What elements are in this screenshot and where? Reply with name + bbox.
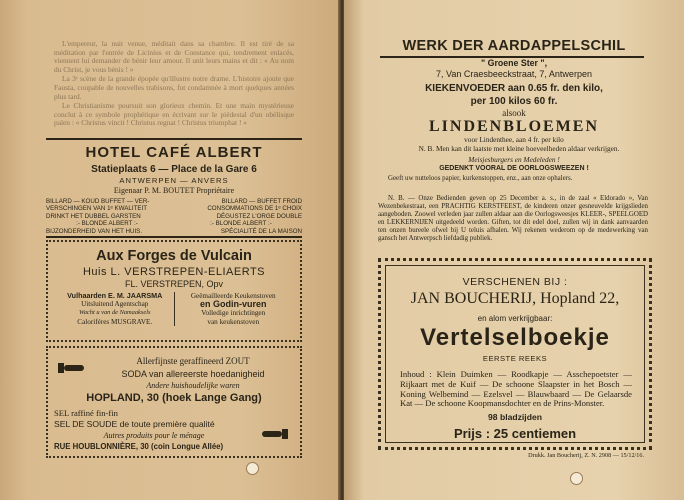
hotel-owner: Eigenaar P. M. BOUTET Propriétaire (113, 186, 235, 195)
pointing-hand-left-icon (262, 428, 288, 440)
vulcain-right-column (175, 292, 293, 326)
vulcain-line: Vulhaarden E. M. JAARSMA (67, 291, 163, 300)
hotel-top-rule (46, 138, 302, 140)
zout-line: RUE HOUBLONNIÈRE, 30 (coin Longue Allée) (54, 442, 224, 451)
vulcain-left-column (56, 292, 175, 326)
vulcain-line: van keukenstoven (207, 317, 260, 326)
werk-kiekenvoeder: KIEKENVOEDER aan 0.65 fr. den kilo, (425, 83, 603, 94)
boekje-reeks: EERSTE REEKS (482, 354, 548, 363)
vulcain-owner: FL. VERSTREPEN, Opv (124, 279, 224, 289)
boekje-inner-frame (385, 265, 645, 443)
vulcain-line: en Godin-vuren (199, 299, 267, 310)
hotel-right-column (180, 198, 302, 235)
zout-line: SEL DE SOUDE de toute première qualité (54, 419, 215, 429)
story-paragraph: L'empereur, la nuit venue, méditait dans sa chambre. Il est tiré de sa méditation par l'entrée de Licinius et de Constance qui, tendrement enlacés, viennent lui demander de bénir leur amour. Il unit leurs mains et dit : « Au nom du Christ, je vous bénis ! » (54, 39, 294, 74)
hotel-line: SPÉCIALITÉ DE LA MAISON (220, 227, 302, 235)
hotel-line: :- BLONDE ALBERT :- (76, 220, 138, 228)
vertelselboekje-ad (378, 258, 652, 450)
hotel-bottom-rule (46, 236, 302, 238)
hotel-line: :- BLONDE ALBERT :- (210, 220, 272, 228)
hotel-title: HOTEL CAFÉ ALBERT (85, 144, 263, 161)
hotel-line: BILLARD — KOUD BUFFET — VER- (46, 198, 150, 205)
zout-line: SEL raffiné fin-fin (54, 408, 118, 418)
werk-note: N. B. Men kan dit laatste met kleine hoeveelheden aldaar verkrijgen. (418, 144, 620, 153)
binding-hole (570, 472, 583, 485)
hotel-left-column (46, 198, 168, 235)
boekje-price: Prijs : 25 centiemen (453, 426, 577, 441)
werk-kerstfeest-notice (378, 195, 648, 243)
lindenthee-price: voor Lindenthee, aan 4 fr. per kilo (464, 135, 564, 144)
lindenbloemen-title: LINDENBLOEMEN (428, 118, 600, 135)
werk-per-100-kilos: per 100 kilos 60 fr. (470, 96, 558, 107)
boekje-verschenen: VERSCHENEN BIJ : (462, 276, 568, 288)
hotel-line: BIJZONDERHEID VAN HET HUIS. (46, 227, 143, 235)
story-paragraph: La 3ᵉ scène de la grande épopée qu'illustre notre drame. L'histoire ajoute que Fausta, coupable de nouvelles trahisons, fut condamnée à mort quelques années plus tard. (54, 74, 294, 101)
pointing-hand-right-icon (58, 362, 84, 374)
hotel-city: ANTWERPEN — ANVERS (119, 176, 229, 185)
zout-line: HOPLAND, 30 (hoek Lange Gang) (86, 392, 262, 404)
werk-title: WERK DER AARDAPPELSCHIL (402, 38, 626, 54)
vulcain-title: Aux Forges de Vulcain (96, 248, 252, 264)
printer-imprint: Drukk. Jan Boucherij, Z. N. 2908 — 15/12/16. (528, 452, 644, 459)
zout-line: Autres produits pour le ménage (103, 431, 205, 440)
vulcain-line: Geëmailleerde Keukenstoven (190, 292, 276, 300)
vulcain-house: Huis L. VERSTREPEN-ELIAERTS (82, 266, 265, 278)
hotel-line: VERSCHINGEN VAN 1ᵉ KWALITEIT (46, 205, 147, 213)
werk-meisjes: Meisjesburgers en Medeleden ! (468, 155, 560, 164)
hotel-line: BILLARD — BUFFET FROID (221, 198, 302, 205)
boekje-verkrijgbaar: en alom verkrijgbaar: (477, 314, 553, 323)
hotel-line: DRINKT HET DUBBEL GARSTEN (46, 212, 141, 220)
story-text (54, 40, 294, 129)
vulcain-line: Caloriféres MUSGRAVE. (77, 317, 153, 326)
werk-ster: " Groene Ster ", (480, 58, 548, 68)
hotel-line: CONSOMMATIONS DE 1ᵉ CHOIX (207, 205, 302, 213)
hotel-ad (46, 142, 302, 235)
werk-gedenkt: GEDENKT VOORAL DE OORLOGSWEEZEN ! (439, 165, 589, 172)
left-page (0, 0, 340, 500)
zout-line: SODA van allereerste hoedanigheid (121, 369, 265, 379)
werk-geeft-text: Geeft uw nutteloos papier, kurkenstoppen, enz., aan onze ophalers. (388, 175, 573, 182)
boekje-publisher: JAN BOUCHERIJ, Hopland 22, (410, 290, 620, 307)
boekje-pages: 98 bladzijden (488, 412, 542, 422)
werk-kerstfeest-text: N. B. — Onze Bedienden geven op 25 December a. s., in de zaal « Eldorado », Van Wezenbekestraat, een PRACHTIG KERSTFEEST, de kinderen onzer gesneuvelde krijgslieden aangeboden. Zoowel verleden jaar zullen aldaar aan die Oorlogsweesjes KLEER-, SPEELGOED en LEKKERNIJEN uitgedeeld worden. Giften, tot dit edel doel, zullen wij in dank aanvaarden ten onzen bureele ofwel bij U teluis afhalen. Wij rekenen wederom op de medewerking van gansch het Antwerpsch liefdadig publiek. (378, 195, 648, 242)
boekje-title: Vertelselboekje (420, 324, 610, 351)
vulcain-line: Uitsluitend Agentschap (81, 300, 149, 309)
binding-hole (246, 462, 259, 475)
right-page (344, 0, 684, 500)
zout-ad (46, 346, 302, 458)
story-paragraph: Le Christianisme poursuit son glorieux chemin. Et une main mystérieuse conclut à ce symbole prophétique en écrivant sur le piédestal d'un obélisque païen : « Christus vincit ! Christus regnat ! Christus triumphat ! » (54, 101, 294, 128)
vulcain-ad (46, 240, 302, 342)
zout-line: Andere huishoudelijke waren (146, 381, 240, 390)
boekje-inhoud: Inhoud : Klein Duimken — Roodkapje — Asschepoetster — Rijkaart met de Kuif — De schoone Slaapster in het Bosch — Koning Welbemind — Ezelsvel — Blauwbaard — De Gelaarsde Kat — De schoone Koopmansdochter en de Prins-Monster. (400, 369, 632, 409)
vulcain-line: Volledige inrichtingen (201, 309, 266, 318)
hotel-address: Statieplaats 6 — Place de la Gare 6 (91, 164, 257, 175)
werk-address: 7, Van Craesbeeckstraat, 7, Antwerpen (436, 69, 592, 79)
werk-alsook: alsook (502, 108, 526, 118)
hotel-line: DÉGUSTEZ L'ORGE DOUBLE (216, 212, 302, 220)
vulcain-line: Wacht u van de Namaaksels (79, 309, 151, 317)
werk-geeft (378, 175, 648, 183)
zout-line: Allerfijnste geraffineerd ZOUT (136, 356, 250, 366)
